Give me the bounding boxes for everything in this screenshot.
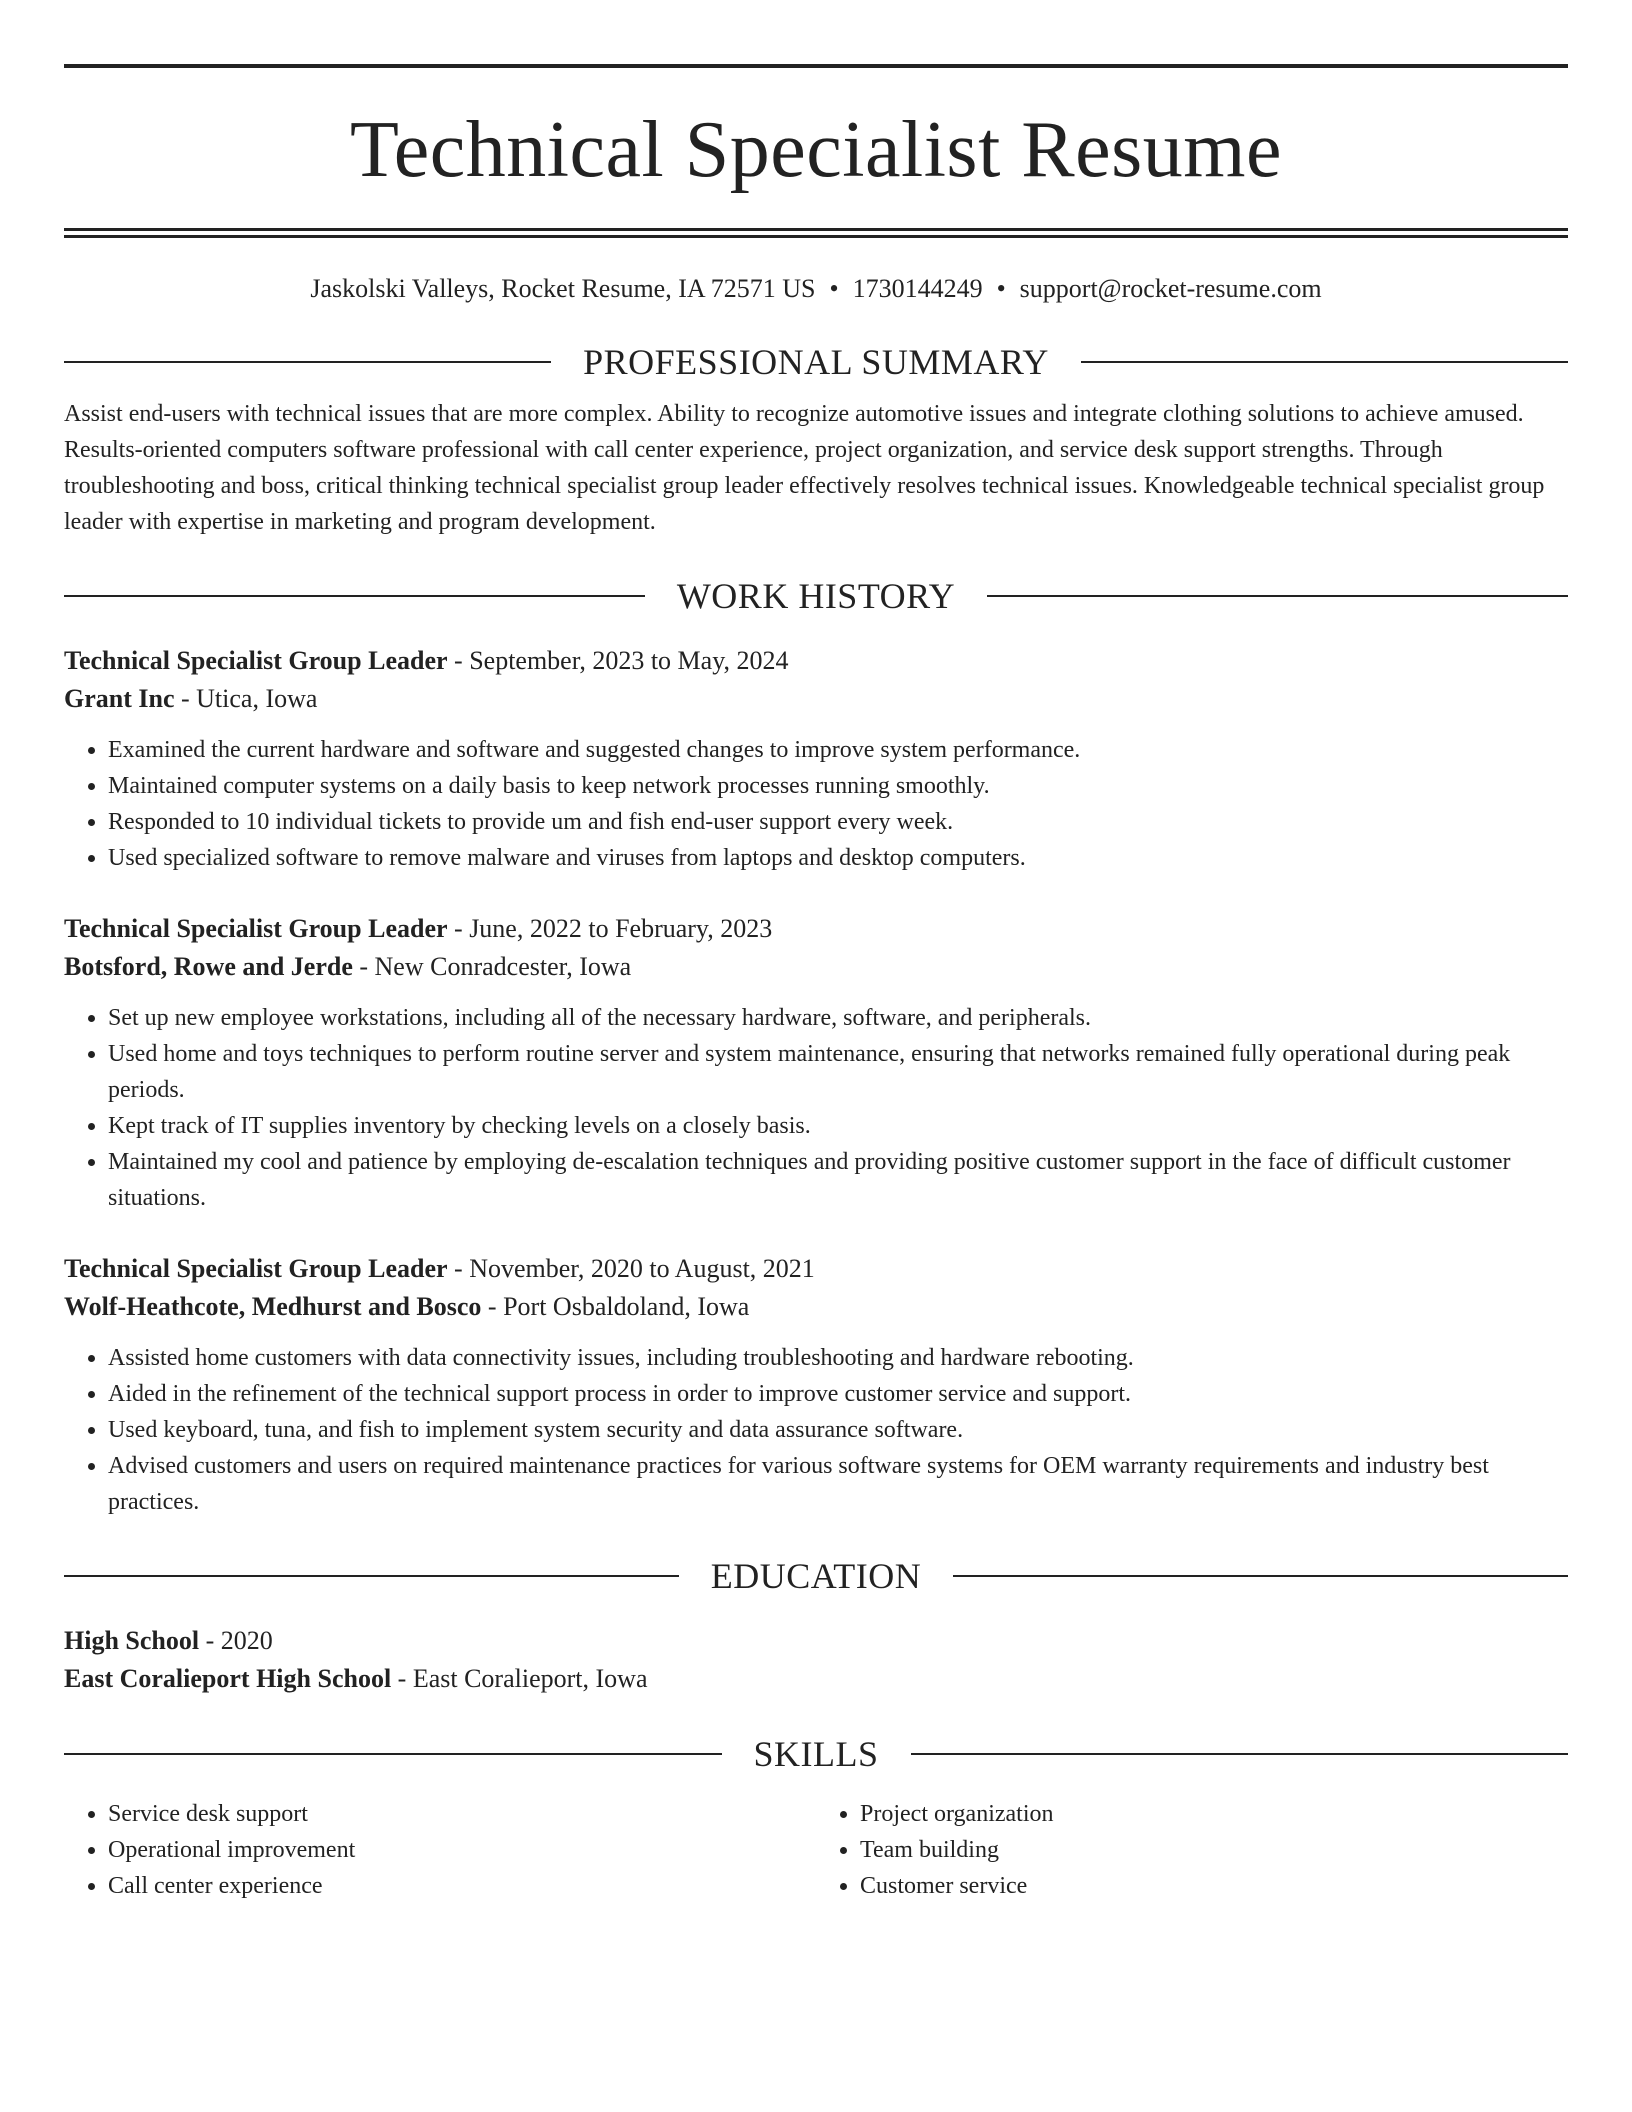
job-dates: - June, 2022 to February, 2023 <box>447 914 773 943</box>
education-degree-line <box>64 1622 1568 1660</box>
contact-phone: 1730144249 <box>852 274 983 303</box>
list-item: • Examined the current hardware and software and suggested changes to improve system performance. <box>108 732 1568 768</box>
skill-item: • Customer service <box>860 1868 1568 1904</box>
job-title-line <box>64 642 1568 680</box>
section-header-work <box>64 574 1568 618</box>
job-entry <box>64 1250 1568 1520</box>
list-item: • Advised customers and users on required maintenance practices for various software systems for OEM warranty requirements and industry best practices. <box>108 1448 1568 1520</box>
section-rule-right <box>987 595 1568 597</box>
list-item: • Responded to 10 individual tickets to provide um and fish end-user support every week. <box>108 804 1568 840</box>
section-rule-left <box>64 595 645 597</box>
education-degree: High School <box>64 1626 200 1655</box>
skill-item: • Call center experience <box>108 1868 816 1904</box>
job-company: Botsford, Rowe and Jerde <box>64 952 353 981</box>
section-title-work: WORK HISTORY <box>676 576 956 616</box>
education-year: - 2020 <box>199 1626 273 1655</box>
summary-text: Assist end-users with technical issues that are more complex. Ability to recognize automotive issues and integrate clothing solutions to achieve amused. Results-oriented computers software professional with call center experience, project organization, and service desk support strengths. Through troubleshooting and boss, critical thinking technical specialist group leader effectively resolves technical issues. Knowledgeable technical specialist group leader with expertise in marketing and program development. <box>64 401 1545 535</box>
job-company-line <box>64 680 1568 718</box>
job-company: Wolf-Heathcote, Medhurst and Bosco <box>64 1292 482 1321</box>
job-location: - New Conradcester, Iowa <box>352 952 632 981</box>
section-rule-left <box>64 1753 722 1755</box>
education-school: East Coralieport High School <box>64 1664 392 1693</box>
skills-columns <box>64 1796 1568 1904</box>
job-title-line <box>64 1250 1568 1288</box>
contact-email: support@rocket-resume.com <box>1019 274 1322 303</box>
job-bullets <box>64 1340 1568 1520</box>
title-double-rule <box>64 228 1568 238</box>
job-dates: - September, 2023 to May, 2024 <box>447 646 789 675</box>
contact-address: Jaskolski Valleys, Rocket Resume, IA 72571 US <box>310 274 816 303</box>
list-item: • Used home and toys techniques to perform routine server and system maintenance, ensuring that networks remained fully operational during peak periods. <box>108 1036 1568 1108</box>
skill-item: • Service desk support <box>108 1796 816 1832</box>
skill-item: • Team building <box>860 1832 1568 1868</box>
education-school-line <box>64 1660 1568 1698</box>
skill-item: • Project organization <box>860 1796 1568 1832</box>
section-header-summary <box>64 340 1568 384</box>
education-location: - East Coralieport, Iowa <box>391 1664 648 1693</box>
job-title-line <box>64 910 1568 948</box>
list-item: • Maintained my cool and patience by employing de-escalation techniques and providing positive customer support in the face of difficult customer situations. <box>108 1144 1568 1216</box>
job-entry <box>64 642 1568 876</box>
skills-list-left <box>64 1796 816 1904</box>
job-bullets <box>64 732 1568 876</box>
top-rule <box>64 64 1568 68</box>
job-company-line <box>64 1288 1568 1326</box>
skill-item: • Operational improvement <box>108 1832 816 1868</box>
section-title-education: EDUCATION <box>710 1556 922 1596</box>
list-item: • Assisted home customers with data connectivity issues, including troubleshooting and hardware rebooting. <box>108 1340 1568 1376</box>
skills-list-right <box>816 1796 1568 1904</box>
job-title: Technical Specialist Group Leader <box>64 914 448 943</box>
job-location: - Utica, Iowa <box>174 684 318 713</box>
job-title: Technical Specialist Group Leader <box>64 1254 448 1283</box>
job-bullets <box>64 1000 1568 1216</box>
section-rule-right <box>953 1575 1568 1577</box>
section-rule-right <box>1081 361 1568 363</box>
contact-separator: • <box>996 274 1006 303</box>
list-item: • Used specialized software to remove malware and viruses from laptops and desktop computers. <box>108 840 1568 876</box>
section-rule-left <box>64 361 551 363</box>
list-item: • Kept track of IT supplies inventory by checking levels on a closely basis. <box>108 1108 1568 1144</box>
list-item: • Used keyboard, tuna, and fish to implement system security and data assurance software. <box>108 1412 1568 1448</box>
section-header-education <box>64 1554 1568 1598</box>
job-title: Technical Specialist Group Leader <box>64 646 448 675</box>
job-dates: - November, 2020 to August, 2021 <box>447 1254 815 1283</box>
contact-line <box>64 272 1568 306</box>
page-title: Technical Specialist Resume <box>349 106 1283 194</box>
section-rule-right <box>911 1753 1569 1755</box>
section-title-summary: PROFESSIONAL SUMMARY <box>583 342 1049 382</box>
job-company: Grant Inc <box>64 684 175 713</box>
job-location: - Port Osbaldoland, Iowa <box>481 1292 750 1321</box>
contact-separator: • <box>829 274 839 303</box>
job-entry <box>64 910 1568 1216</box>
list-item: • Aided in the refinement of the technical support process in order to improve customer service and support. <box>108 1376 1568 1412</box>
job-company-line <box>64 948 1568 986</box>
list-item: • Set up new employee workstations, including all of the necessary hardware, software, and peripherals. <box>108 1000 1568 1036</box>
list-item: • Maintained computer systems on a daily basis to keep network processes running smoothly. <box>108 768 1568 804</box>
education-entry <box>64 1622 1568 1698</box>
section-title-skills: SKILLS <box>753 1734 879 1774</box>
section-rule-left <box>64 1575 679 1577</box>
section-header-skills <box>64 1732 1568 1776</box>
